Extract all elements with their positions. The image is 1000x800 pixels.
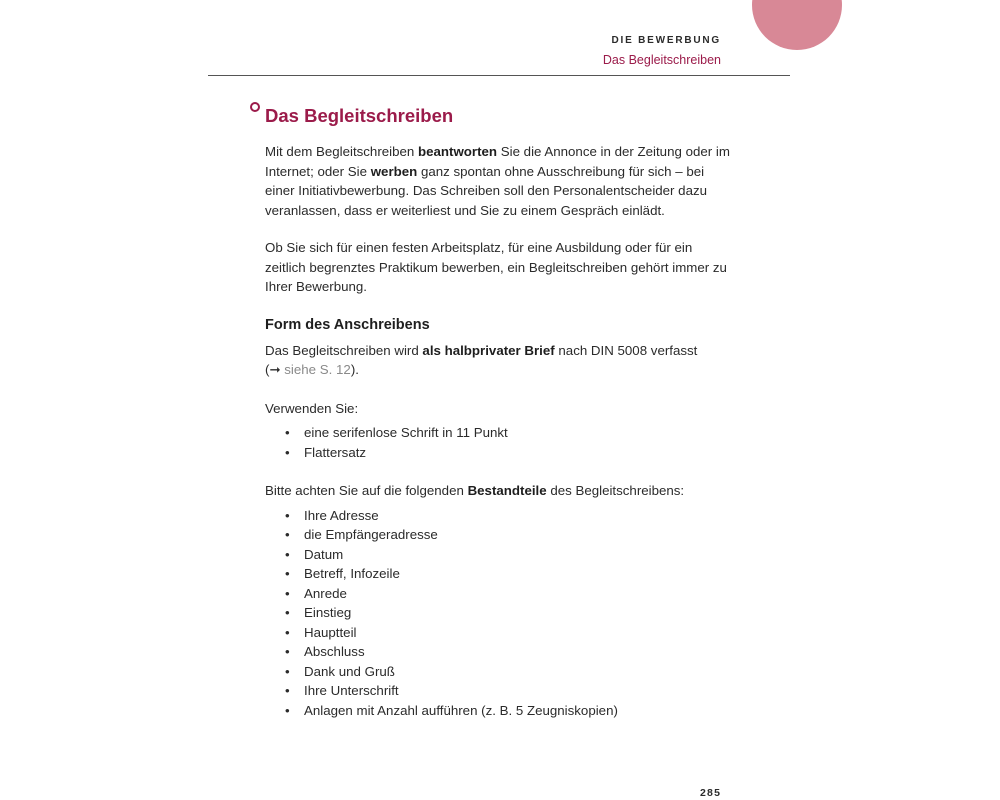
intro-paragraph <box>265 142 735 220</box>
use-list <box>265 423 735 462</box>
intro-bold-2: werben <box>370 163 418 179</box>
list-item: • Ihre Unterschrift <box>265 681 735 701</box>
corner-tab-decoration <box>752 0 842 50</box>
page-title: Das Begleitschreiben <box>265 105 454 126</box>
list-item: • Datum <box>265 545 735 565</box>
form-text-1: Das Begleitschreiben wird <box>265 342 423 358</box>
intro-text-3: ganz spontan ohne Ausschreibung für sich – bei einer Initiativbewerbung. Das Schreiben soll den Personalentscheider dazu veranlassen, dass er weiterliest und Sie zu einem Gespräch einlädt. <box>265 163 708 218</box>
parts-text-2: des Begleitschreibens: <box>546 483 685 498</box>
parts-bold-1: Bestandteile <box>467 483 547 498</box>
chapter-label: Das Begleitschreiben <box>602 53 721 67</box>
list-item: • Flattersatz <box>265 443 735 463</box>
form-bold-1: als halbprivater Brief <box>422 342 555 358</box>
main-content <box>265 103 735 720</box>
list-item: • Einstieg <box>265 603 735 623</box>
parts-list <box>265 506 735 721</box>
ring-bullet-icon <box>250 102 260 112</box>
arrow-right-icon: ➞ <box>269 362 281 377</box>
form-paragraph <box>265 341 735 380</box>
intro-bold-1: beantworten <box>418 144 498 159</box>
list-item: • Hauptteil <box>265 623 735 643</box>
list-item: • Dank und Gruß <box>265 662 735 682</box>
intro-text-1: Mit dem Begleitschreiben <box>265 144 418 159</box>
list-item: • Anrede <box>265 584 735 604</box>
use-intro: Verwenden Sie: <box>265 400 359 416</box>
parts-intro <box>265 481 735 501</box>
form-text-2: nach DIN 5008 verfasst <box>554 342 698 358</box>
ref-close: ). <box>350 362 359 377</box>
section-label: DIE BEWERBUNG <box>611 35 721 46</box>
list-item: • Ihre Adresse <box>265 506 735 526</box>
page-reference-link[interactable]: siehe S. 12 <box>280 362 351 377</box>
list-item: • die Empfängeradresse <box>265 525 735 545</box>
intro-text-2: Sie die Annonce in der Zeitung oder im Internet; oder Sie <box>265 144 730 179</box>
second-paragraph: Ob Sie sich für einen festen Arbeitsplatz, für eine Ausbildung oder für ein zeitlich begrenztes Praktikum bewerben, ein Begleitschreiben gehört immer zu Ihrer Bewerbung. <box>265 240 727 294</box>
ref-open: ( <box>265 362 270 377</box>
running-head <box>603 35 721 68</box>
parts-text-1: Bitte achten Sie auf die folgenden <box>265 483 468 498</box>
header-rule <box>208 75 790 76</box>
list-item: • Anlagen mit Anzahl aufführen (z. B. 5 Zeugniskopien) <box>265 701 735 721</box>
list-item: • Abschluss <box>265 642 735 662</box>
list-item: • eine serifenlose Schrift in 11 Punkt <box>265 423 735 443</box>
form-section-heading: Form des Anschreibens <box>265 316 430 333</box>
page-number: 285 <box>700 787 722 799</box>
list-item: • Betreff, Infozeile <box>265 564 735 584</box>
